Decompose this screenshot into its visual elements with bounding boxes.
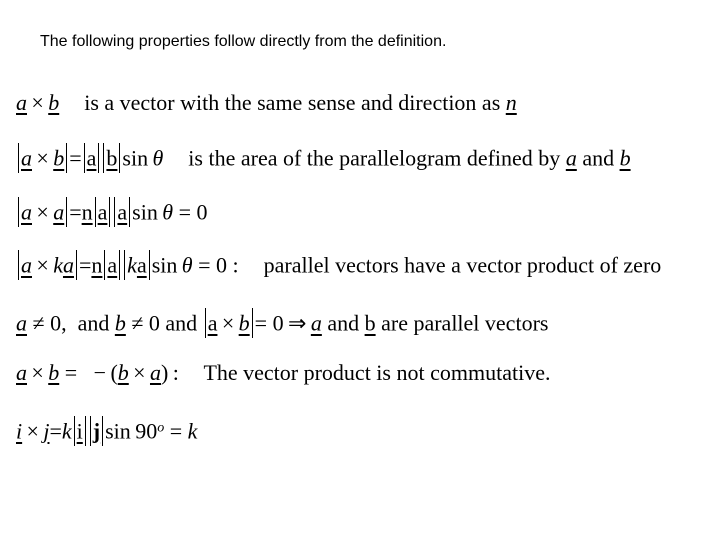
property-text-2: is the area of the parallelogram defined by: [188, 145, 561, 171]
a-nonzero: 0,: [50, 310, 67, 336]
vector-a: a: [16, 90, 27, 115]
vector-n: n: [505, 90, 517, 115]
degree-mark: o: [157, 420, 165, 436]
property-text-6: The vector product is not commutative.: [203, 360, 551, 385]
cross-zero: 0: [272, 310, 284, 336]
page-heading: The following properties follow directly from the definition.: [40, 33, 447, 50]
property-join-2: and: [582, 145, 615, 171]
vector-b: b: [48, 90, 60, 115]
and-1: and: [77, 310, 110, 336]
property-line-6: a × b = − (b × a) : The vector product is not commutative.: [16, 360, 551, 385]
property-text-4: parallel vectors have a vector product of zero: [263, 252, 662, 278]
property-line-1: a × b is a vector with the same sense and direction as n: [16, 90, 517, 115]
colon-4: :: [232, 252, 239, 278]
property-text-1: is a vector with the same sense and direction as: [84, 90, 501, 115]
property-line-7: i × j=k i j $\sin 90^o = k$: [16, 416, 197, 446]
zero-value-3: 0: [196, 199, 208, 225]
and-2: and: [165, 310, 198, 336]
property-line-3: a × a =n a a sin θ = 0: [16, 197, 207, 227]
b-nonzero: 0: [148, 310, 160, 336]
and-3: and: [327, 310, 360, 336]
property-text-5: are parallel vectors: [381, 310, 549, 336]
property-line-5: a ≠ 0, and b ≠ 0 and a × b = 0 ⇒ a and b are parallel vectors: [16, 308, 548, 338]
property-line-2: a × b = a b sin θ is the area of the parallelogram defined by a and b: [16, 143, 631, 173]
property-line-4: a × ka =n a ka sin θ = 0 : parallel vectors have a vector product of zero: [16, 250, 661, 280]
